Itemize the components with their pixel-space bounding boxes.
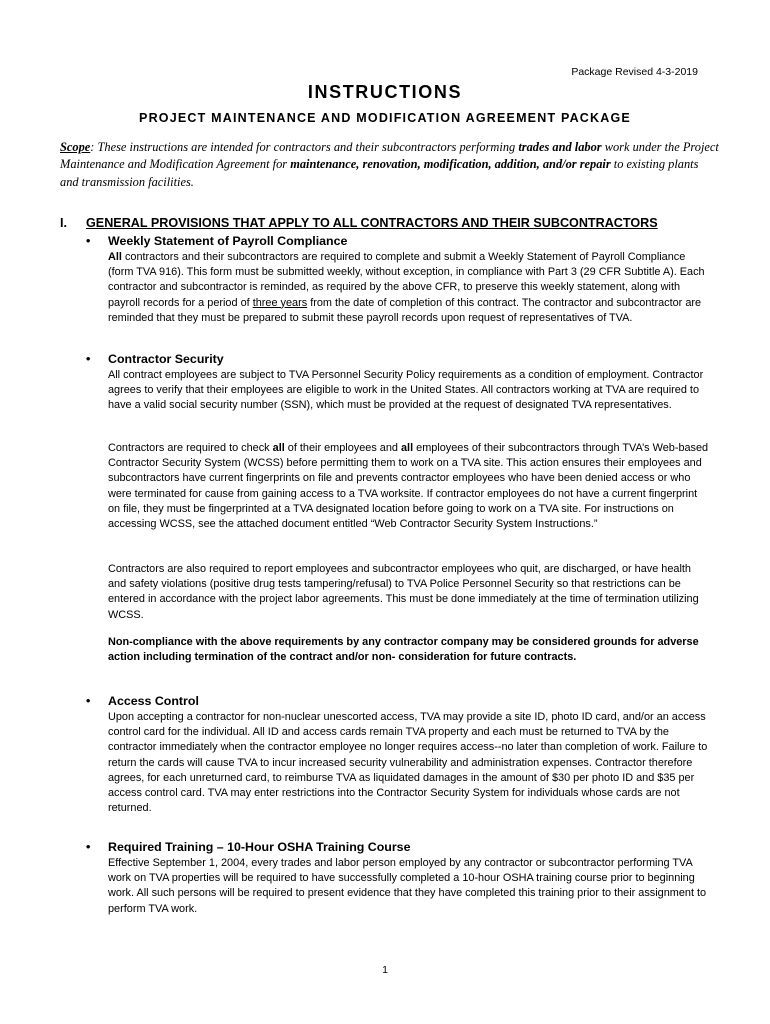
scope-text: to existing plants and transmission facilities. xyxy=(60,157,699,189)
item-heading-text: Required Training – 10-Hour OSHA Training Course xyxy=(108,840,411,854)
payroll-text: from the date of completion of this contract. The contractor and subcontractor are reminded that they must be prepared to submit these payroll records upon request of representatives of TVA. xyxy=(108,296,702,324)
training-paragraph: Effective September 1, 2004, every trades and labor person employed by any contractor or subcontractor performing TVA work on TVA properties will be required to have successfully completed a 10-hour OSHA training course prior to beginning work. All such persons will be required to present evidence that they have completed this training prior to their assignment to perform TVA work. xyxy=(108,857,707,915)
scope-paragraph xyxy=(60,139,720,191)
item-heading-text: Contractor Security xyxy=(108,352,224,366)
security-text: of their employees and xyxy=(284,442,401,454)
scope-text: work under the Project Maintenance and Modification Agreement for xyxy=(60,140,719,172)
noncompliance-warning: Non-compliance with the above requirements by any contractor company may be considered grounds for adverse action including termination of the contract and/or non- consideration for future contracts. xyxy=(108,636,699,664)
payroll-underline: three years xyxy=(252,296,308,309)
item-heading-text: Weekly Statement of Payroll Compliance xyxy=(108,234,348,248)
security-paragraph-1: All contract employees are subject to TVA Personnel Security Policy requirements as a condition of employment. Contractor agrees to verify that their employees are eligible to work in the United States. All contractors working at TVA are required to have a valid social security number (SSN), which must be provided at the request of designated TVA representatives. xyxy=(108,369,704,412)
section-number: I. xyxy=(60,216,67,230)
section-title: GENERAL PROVISIONS THAT APPLY TO ALL CONTRACTORS AND THEIR SUBCONTRACTORS xyxy=(86,216,658,230)
page-subtitle: PROJECT MAINTENANCE AND MODIFICATION AGREEMENT PACKAGE xyxy=(139,111,631,125)
bullet-icon: • xyxy=(86,352,91,366)
item-heading-text: Access Control xyxy=(108,694,199,708)
payroll-lead: All xyxy=(108,251,122,263)
bullet-icon: • xyxy=(86,234,91,248)
security-bold: all xyxy=(401,442,414,454)
section-heading xyxy=(60,216,730,230)
scope-label: Scope xyxy=(60,140,91,154)
item-heading-access xyxy=(80,694,199,708)
scope-bold: maintenance, renovation, modification, addition, and/or repair xyxy=(290,157,611,172)
security-text: employees of their subcontractors through TVA’s Web-based Contractor Security System (WCSS) before permitting them to work on a TVA site. This action ensures their employees and subcontractors have current fingerprints on file and prevents contractor employees who have been denied access or who were terminated for cause from gaining access to a TVA worksite. If contractor employees do not have a current fingerprint on file, they must be fingerprinted at a TVA designated location before going to work on a TVA site. For instructions on accessing WCSS, see the attached document entitled “Web Contractor Security System Instructions.” xyxy=(108,442,709,531)
security-bold: all xyxy=(272,442,285,454)
item-heading-training xyxy=(80,840,410,854)
item-heading-security xyxy=(80,352,224,366)
security-paragraph-2 xyxy=(108,441,712,532)
page-number: 1 xyxy=(382,964,388,976)
payroll-paragraph xyxy=(108,250,712,326)
security-paragraph-3: Contractors are also required to report employees and subcontractor employees who quit, are discharged, or have health and safety violations (positive drug tests tampering/refusal) to TVA Police Personnel Security so that restrictions can be entered in accordance with the project labor agreements. This must be done immediately at the time of termination utilizing WCSS. xyxy=(108,563,699,621)
revision-date: Package Revised 4-3-2019 xyxy=(571,66,698,78)
scope-text: : These instructions are intended for contractors and their subcontractors performing xyxy=(90,140,519,154)
bullet-icon: • xyxy=(86,840,91,854)
security-text: Contractors are required to check xyxy=(108,442,273,454)
scope-bold: trades and labor xyxy=(518,140,602,154)
access-paragraph: Upon accepting a contractor for non-nuclear unescorted access, TVA may provide a site ID, photo ID card, and/or an access control card for the individual. All ID and access cards remain TVA property and each must be returned to TVA by the contractor immediately when the contractor employee no longer requires access--no later than completion of work. Failure to return the cards will cause TVA to incur increased security vulnerability and administration expenses. Contractor therefore agrees, for each unreturned card, to reimburse TVA as liquidated damages in the amount of $30 per photo ID and $35 per access control card. TVA may enter restrictions into the Contractor Security System for individuals whose cards are not returned. xyxy=(108,711,708,815)
item-heading-payroll xyxy=(80,234,347,248)
page-title: INSTRUCTIONS xyxy=(307,82,463,102)
bullet-icon: • xyxy=(86,694,91,708)
payroll-text: contractors and their subcontractors are required to complete and submit a Weekly Statement of Payroll Compliance (form TVA 916). This form must be submitted weekly, without exception, in compliance with Part 3 (29 CFR Subtitle A). Each contractor and subcontractor is reminded, as required by the above CFR, to preserve this weekly statement, along with payroll records for a period of xyxy=(108,251,705,309)
